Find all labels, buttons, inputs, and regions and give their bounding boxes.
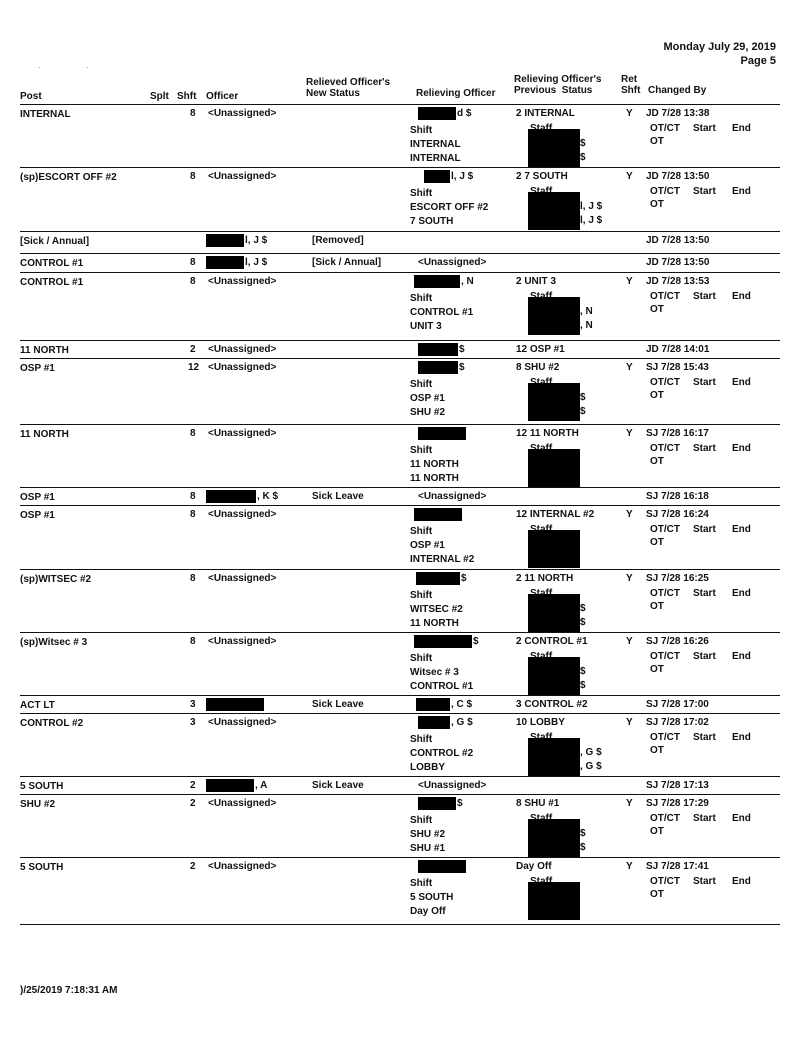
ot-ct-label: OT/CT	[650, 588, 680, 599]
post-cell: ACT LT	[20, 700, 55, 711]
shift-cell: 2	[190, 344, 196, 355]
table-row	[20, 232, 780, 254]
redacted-name	[206, 234, 244, 247]
changed-by-cell: JD 7/28 13:38	[646, 108, 710, 119]
start-label: Start	[693, 588, 716, 599]
prev-status-cell: 3 CONTROL #2	[516, 699, 588, 710]
relieving-officer-cell: $	[473, 636, 479, 647]
detail-prev: INTERNAL	[410, 153, 461, 164]
ret-shift-cell: Y	[626, 798, 633, 809]
header-changed-by: Changed By	[648, 85, 707, 96]
detail-post: SHU #2	[410, 829, 446, 840]
redacted-name	[206, 256, 244, 269]
table-row	[20, 341, 780, 359]
shift-detail	[410, 444, 459, 486]
shift-cell: 12	[188, 362, 200, 373]
redacted-name	[418, 361, 458, 374]
staff-line-2: $	[580, 680, 586, 691]
redacted-name	[206, 698, 264, 711]
redacted-name	[416, 698, 450, 711]
end-label: End	[732, 291, 751, 302]
relieving-officer-cell: <Unassigned>	[418, 780, 487, 791]
shift-cell: 8	[190, 573, 196, 584]
table-row	[20, 273, 780, 341]
changed-by-cell: SJ 7/28 16:17	[646, 428, 709, 439]
ot-ct-label: OT/CT	[650, 813, 680, 824]
staff-line-1: , N	[580, 306, 593, 317]
shift-label: Shift	[410, 815, 433, 826]
relieved-status-cell: Sick Leave	[312, 780, 364, 791]
relieved-status-cell: [Removed]	[312, 235, 364, 246]
relieved-status-cell: Sick Leave	[312, 699, 364, 710]
changed-by-cell: JD 7/28 13:53	[646, 276, 710, 287]
prev-status-cell: 12 OSP #1	[516, 344, 565, 355]
prev-status-cell: 2 7 SOUTH	[516, 171, 568, 182]
ret-shift-cell: Y	[626, 108, 633, 119]
header-relieved-status: Relieved Officer's New Status	[306, 77, 391, 99]
changed-by-cell: SJ 7/28 16:26	[646, 636, 709, 647]
relieving-officer-cell: $	[457, 798, 463, 809]
post-cell: 5 SOUTH	[20, 862, 64, 873]
redacted-name	[418, 797, 456, 810]
redacted-name	[206, 779, 254, 792]
ot-ct-label: OT/CT	[650, 186, 680, 197]
redacted-name	[418, 716, 450, 729]
table-row	[20, 425, 780, 488]
staff-line-1: $	[580, 666, 586, 677]
changed-by-cell: SJ 7/28 17:02	[646, 717, 709, 728]
post-cell: [Sick / Annual]	[20, 236, 90, 247]
shift-detail	[410, 124, 461, 166]
relieving-officer-cell: , G $	[451, 717, 473, 728]
changed-by-cell: JD 7/28 13:50	[646, 235, 710, 246]
officer-cell: <Unassigned>	[208, 171, 277, 182]
header-post: Post	[20, 91, 42, 102]
post-cell: CONTROL #1	[20, 277, 84, 288]
changed-by-cell: SJ 7/28 15:43	[646, 362, 709, 373]
officer-cell: <Unassigned>	[208, 108, 277, 119]
end-label: End	[732, 443, 751, 454]
shift-cell: 3	[190, 699, 196, 710]
officer-cell: <Unassigned>	[208, 717, 277, 728]
shift-cell: 2	[190, 780, 196, 791]
redacted-name	[416, 572, 460, 585]
ot-label: OT	[650, 537, 664, 548]
officer-cell: <Unassigned>	[208, 573, 277, 584]
end-label: End	[732, 588, 751, 599]
header-ret-shift: Ret Shft	[621, 74, 641, 96]
detail-prev: LOBBY	[410, 762, 445, 773]
changed-by-cell: SJ 7/28 16:24	[646, 509, 709, 520]
table-row	[20, 359, 780, 425]
shift-label: Shift	[410, 293, 433, 304]
officer-cell: , K $	[257, 491, 279, 502]
ret-shift-cell: Y	[626, 573, 633, 584]
shift-detail	[410, 525, 474, 567]
ot-label: OT	[650, 826, 664, 837]
detail-prev: 7 SOUTH	[410, 216, 454, 227]
start-label: Start	[693, 524, 716, 535]
redacted-name	[414, 275, 460, 288]
changed-by-cell: SJ 7/28 16:25	[646, 573, 709, 584]
detail-prev: Day Off	[410, 906, 446, 917]
post-cell: (sp)ESCORT OFF #2	[20, 172, 117, 183]
redacted-staff	[528, 819, 580, 857]
shift-detail	[410, 187, 488, 229]
header-shift: Shft	[177, 91, 197, 102]
shift-label: Shift	[410, 445, 433, 456]
shift-detail	[410, 877, 453, 919]
redacted-staff	[528, 192, 580, 230]
shift-label: Shift	[410, 379, 433, 390]
detail-prev: CONTROL #1	[410, 681, 474, 692]
end-label: End	[732, 732, 751, 743]
end-label: End	[732, 813, 751, 824]
staff-line-1: l, J $	[580, 201, 603, 212]
redacted-staff	[528, 882, 580, 920]
detail-prev: SHU #1	[410, 843, 446, 854]
relieved-status-cell: Sick Leave	[312, 491, 364, 502]
shift-cell: 8	[190, 108, 196, 119]
header-relieving-officer: Relieving Officer	[416, 88, 496, 99]
redacted-staff	[528, 129, 580, 167]
ret-shift-cell: Y	[626, 276, 633, 287]
relieved-status-cell: [Sick / Annual]	[312, 257, 382, 268]
officer-cell: <Unassigned>	[208, 861, 277, 872]
officer-cell: , A	[255, 780, 268, 791]
header-officer: Officer	[206, 91, 239, 102]
post-cell: 11 NORTH	[20, 345, 69, 356]
redacted-staff	[528, 383, 580, 421]
redacted-staff	[528, 297, 580, 335]
relieving-officer-cell: <Unassigned>	[418, 491, 487, 502]
changed-by-cell: JD 7/28 13:50	[646, 171, 710, 182]
redacted-staff	[528, 657, 580, 695]
post-cell: 5 SOUTH	[20, 781, 64, 792]
table-row	[20, 168, 780, 232]
detail-post: WITSEC #2	[410, 604, 463, 615]
detail-post: OSP #1	[410, 393, 445, 404]
end-label: End	[732, 524, 751, 535]
shift-cell: 8	[190, 171, 196, 182]
redacted-name	[424, 170, 450, 183]
post-cell: OSP #1	[20, 492, 55, 503]
detail-prev: UNIT 3	[410, 321, 442, 332]
shift-cell: 8	[190, 428, 196, 439]
changed-by-cell: SJ 7/28 17:29	[646, 798, 709, 809]
shift-cell: 8	[190, 491, 196, 502]
ot-ct-label: OT/CT	[650, 443, 680, 454]
staff-line-2: , N	[580, 320, 593, 331]
shift-cell: 2	[190, 798, 196, 809]
ret-shift-cell: Y	[626, 428, 633, 439]
start-label: Start	[693, 813, 716, 824]
ot-label: OT	[650, 664, 664, 675]
prev-status-cell: 8 SHU #1	[516, 798, 560, 809]
ret-shift-cell: Y	[626, 636, 633, 647]
shift-cell: 8	[190, 276, 196, 287]
shift-cell: 8	[190, 636, 196, 647]
table-row	[20, 570, 780, 633]
changed-by-cell: JD 7/28 14:01	[646, 344, 710, 355]
officer-cell: <Unassigned>	[208, 636, 277, 647]
shift-label: Shift	[410, 653, 433, 664]
staff-line-1: $	[580, 828, 586, 839]
post-cell: CONTROL #2	[20, 718, 84, 729]
redacted-staff	[528, 449, 580, 487]
ot-ct-label: OT/CT	[650, 524, 680, 535]
prev-status-cell: 8 SHU #2	[516, 362, 560, 373]
shift-label: Shift	[410, 878, 433, 889]
end-label: End	[732, 876, 751, 887]
detail-prev: 11 NORTH	[410, 618, 459, 629]
start-label: Start	[693, 651, 716, 662]
shift-cell: 2	[190, 861, 196, 872]
ret-shift-cell: Y	[626, 362, 633, 373]
ot-ct-label: OT/CT	[650, 123, 680, 134]
detail-post: 5 SOUTH	[410, 892, 454, 903]
officer-cell: <Unassigned>	[208, 362, 277, 373]
end-label: End	[732, 377, 751, 388]
redacted-staff	[528, 594, 580, 632]
officer-cell: <Unassigned>	[208, 798, 277, 809]
page-number: Page 5	[740, 55, 776, 67]
changed-by-cell: SJ 7/28 17:00	[646, 699, 709, 710]
ret-shift-cell: Y	[626, 509, 633, 520]
staff-line-2: , G $	[580, 761, 602, 772]
shift-label: Shift	[410, 125, 433, 136]
end-label: End	[732, 123, 751, 134]
officer-cell: <Unassigned>	[208, 344, 277, 355]
detail-prev: 11 NORTH	[410, 473, 459, 484]
redacted-staff	[528, 738, 580, 776]
post-cell: CONTROL #1	[20, 258, 84, 269]
ot-ct-label: OT/CT	[650, 876, 680, 887]
table-row	[20, 795, 780, 858]
shift-label: Shift	[410, 188, 433, 199]
shift-cell: 8	[190, 257, 196, 268]
ot-label: OT	[650, 136, 664, 147]
staff-line-2: $	[580, 842, 586, 853]
staff-line-2: $	[580, 152, 586, 163]
officer-cell: <Unassigned>	[208, 276, 277, 287]
post-cell: (sp)Witsec # 3	[20, 637, 88, 648]
relieving-officer-cell: <Unassigned>	[418, 257, 487, 268]
assignment-table	[20, 105, 780, 925]
detail-post: CONTROL #1	[410, 307, 474, 318]
start-label: Start	[693, 876, 716, 887]
redacted-name	[414, 508, 462, 521]
prev-status-cell: 2 11 NORTH	[516, 573, 574, 584]
relieving-officer-cell: d $	[457, 108, 472, 119]
table-row	[20, 714, 780, 777]
table-row	[20, 254, 780, 273]
post-cell: OSP #1	[20, 363, 55, 374]
report-date: Monday July 29, 2019	[663, 41, 776, 53]
post-cell: 11 NORTH	[20, 429, 69, 440]
ot-label: OT	[650, 601, 664, 612]
changed-by-cell: SJ 7/28 17:41	[646, 861, 709, 872]
shift-detail	[410, 733, 473, 775]
relieving-officer-cell: l, J $	[451, 171, 474, 182]
ot-ct-label: OT/CT	[650, 651, 680, 662]
changed-by-cell: SJ 7/28 16:18	[646, 491, 709, 502]
redacted-name	[418, 860, 466, 873]
column-headers	[20, 68, 780, 106]
ot-ct-label: OT/CT	[650, 291, 680, 302]
changed-by-cell: JD 7/28 13:50	[646, 257, 710, 268]
header-split: Splt	[150, 91, 169, 102]
staff-line-2: l, J $	[580, 215, 603, 226]
end-label: End	[732, 651, 751, 662]
staff-line-1: $	[580, 138, 586, 149]
officer-cell: <Unassigned>	[208, 428, 277, 439]
redacted-name	[206, 490, 256, 503]
table-row	[20, 633, 780, 696]
shift-detail	[410, 292, 473, 334]
shift-detail	[410, 652, 473, 694]
redacted-staff	[528, 530, 580, 568]
print-timestamp: )/25/2019 7:18:31 AM	[20, 985, 118, 996]
ret-shift-cell: Y	[626, 861, 633, 872]
start-label: Start	[693, 186, 716, 197]
relieving-officer-cell: $	[459, 344, 465, 355]
redacted-name	[418, 107, 456, 120]
prev-status-cell: 2 UNIT 3	[516, 276, 557, 287]
redacted-name	[418, 427, 466, 440]
ot-ct-label: OT/CT	[650, 732, 680, 743]
header-relieving-prev-status: Relieving Officer's Previous Status	[514, 74, 602, 96]
post-cell: OSP #1	[20, 510, 55, 521]
speck-mark: ·	[86, 63, 89, 72]
prev-status-cell: 2 CONTROL #1	[516, 636, 588, 647]
ret-shift-cell: Y	[626, 171, 633, 182]
detail-prev: INTERNAL #2	[410, 554, 475, 565]
shift-detail	[410, 378, 445, 420]
shift-label: Shift	[410, 526, 433, 537]
shift-label: Shift	[410, 590, 433, 601]
detail-post: CONTROL #2	[410, 748, 474, 759]
redacted-name	[414, 635, 472, 648]
post-cell: (sp)WITSEC #2	[20, 574, 92, 585]
staff-line-1: $	[580, 603, 586, 614]
detail-prev: SHU #2	[410, 407, 446, 418]
end-label: End	[732, 186, 751, 197]
start-label: Start	[693, 732, 716, 743]
relieving-officer-cell: $	[459, 362, 465, 373]
officer-cell: l, J $	[245, 235, 268, 246]
table-row	[20, 696, 780, 714]
staff-line-2: $	[580, 406, 586, 417]
changed-by-cell: SJ 7/28 17:13	[646, 780, 709, 791]
post-cell: SHU #2	[20, 799, 56, 810]
prev-status-cell: 2 INTERNAL	[516, 108, 575, 119]
ot-label: OT	[650, 304, 664, 315]
shift-cell: 3	[190, 717, 196, 728]
start-label: Start	[693, 291, 716, 302]
prev-status-cell: 12 11 NORTH	[516, 428, 579, 439]
detail-post: Witsec # 3	[410, 667, 459, 678]
staff-line-1: $	[580, 392, 586, 403]
prev-status-cell: 10 LOBBY	[516, 717, 565, 728]
detail-post: ESCORT OFF #2	[410, 202, 489, 213]
staff-line-2: $	[580, 617, 586, 628]
start-label: Start	[693, 443, 716, 454]
prev-status-cell: 12 INTERNAL #2	[516, 509, 595, 520]
shift-cell: 8	[190, 509, 196, 520]
start-label: Start	[693, 123, 716, 134]
detail-post: OSP #1	[410, 540, 445, 551]
ot-label: OT	[650, 390, 664, 401]
shift-label: Shift	[410, 734, 433, 745]
ot-label: OT	[650, 889, 664, 900]
table-row	[20, 777, 780, 795]
prev-status-cell: Day Off	[516, 861, 552, 872]
redacted-name	[418, 343, 458, 356]
shift-detail	[410, 589, 463, 631]
post-cell: INTERNAL	[20, 109, 71, 120]
ot-ct-label: OT/CT	[650, 377, 680, 388]
table-row	[20, 858, 780, 925]
table-row	[20, 506, 780, 570]
start-label: Start	[693, 377, 716, 388]
ot-label: OT	[650, 199, 664, 210]
officer-cell: l, J $	[245, 257, 268, 268]
table-row	[20, 105, 780, 168]
relieving-officer-cell: , C $	[451, 699, 473, 710]
detail-post: INTERNAL	[410, 139, 461, 150]
relieving-officer-cell: $	[461, 573, 467, 584]
officer-cell: <Unassigned>	[208, 509, 277, 520]
relieving-officer-cell: , N	[461, 276, 474, 287]
staff-line-1: , G $	[580, 747, 602, 758]
ot-label: OT	[650, 456, 664, 467]
shift-detail	[410, 814, 445, 856]
ret-shift-cell: Y	[626, 717, 633, 728]
detail-post: 11 NORTH	[410, 459, 459, 470]
speck-mark: ·	[38, 63, 41, 72]
ot-label: OT	[650, 745, 664, 756]
table-row	[20, 488, 780, 506]
